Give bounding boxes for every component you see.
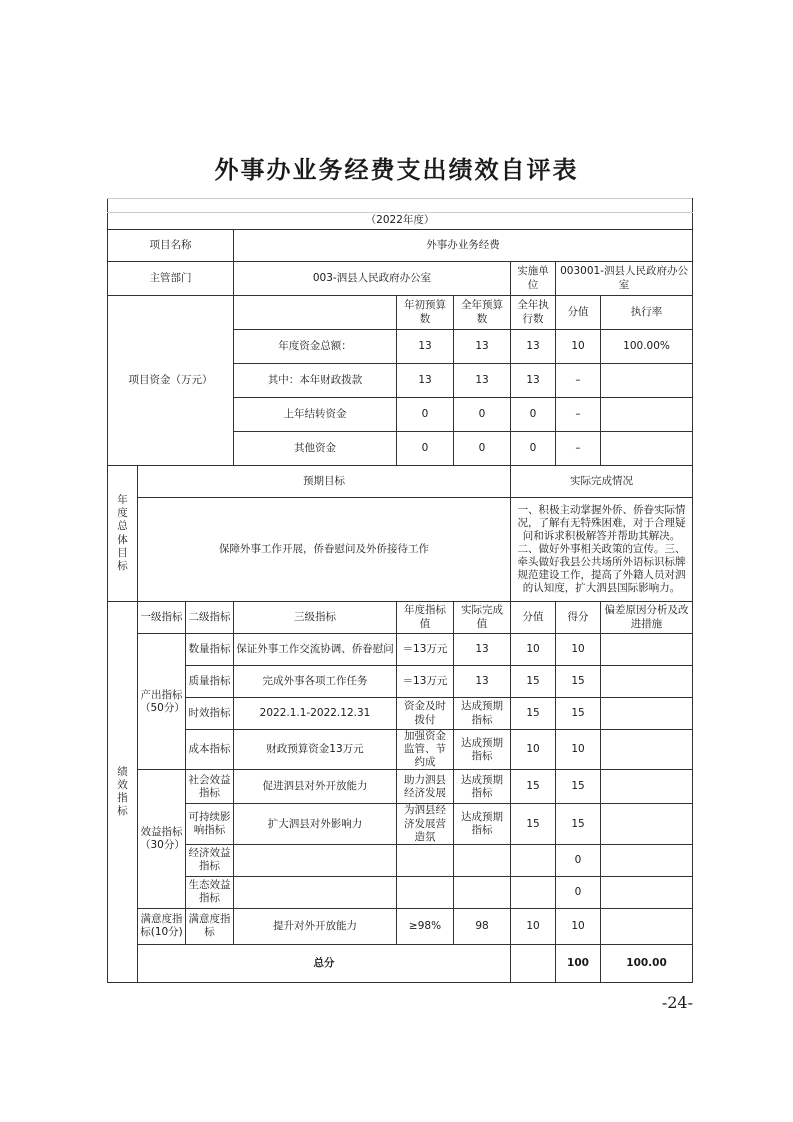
- lvl3-cell: 财政预算资金13万元: [234, 730, 397, 770]
- funds-init: 13: [397, 330, 454, 364]
- funds-value: –: [556, 432, 601, 466]
- funds-value: –: [556, 364, 601, 398]
- actual-cell: 13: [454, 666, 511, 698]
- project-name-row: [108, 230, 693, 262]
- indicator-header-row: [108, 602, 693, 634]
- indicator-row: [108, 804, 693, 844]
- deviation-header: 偏差原因分析及改进措施: [601, 602, 693, 634]
- value-cell: 15: [511, 698, 556, 730]
- indicator-row: [108, 844, 693, 876]
- deviation-cell: [601, 844, 693, 876]
- lvl2-cell: 成本指标: [186, 730, 234, 770]
- col-full-exec: 全年执行数: [511, 296, 556, 330]
- score-header: 得分: [556, 602, 601, 634]
- funds-init: 0: [397, 398, 454, 432]
- actual-cell: 达成预期指标: [454, 730, 511, 770]
- actual-cell: 达成预期指标: [454, 770, 511, 804]
- funds-exec: 13: [511, 330, 556, 364]
- project-name-label: 项目名称: [108, 230, 234, 262]
- indicator-row: [108, 730, 693, 770]
- total-value: 100: [556, 944, 601, 982]
- score-value-header: 分值: [511, 602, 556, 634]
- col-full-budget: 全年预算数: [454, 296, 511, 330]
- value-cell: 15: [511, 666, 556, 698]
- funds-exec: 13: [511, 364, 556, 398]
- score-cell: 10: [556, 634, 601, 666]
- funds-rate: [601, 398, 693, 432]
- impl-unit-value: 003001-泗县人民政府办公室: [556, 262, 693, 296]
- expected-goal-label: 预期目标: [138, 466, 511, 498]
- value-cell: 10: [511, 634, 556, 666]
- funds-exec: 0: [511, 398, 556, 432]
- funds-row-label: 上年结转资金: [234, 398, 397, 432]
- actual-cell: 13: [454, 634, 511, 666]
- target-cell: ＝13万元: [397, 634, 454, 666]
- lvl3-cell: 扩大泗县对外影响力: [234, 804, 397, 844]
- deviation-cell: [601, 698, 693, 730]
- funds-row-label: 其他资金: [234, 432, 397, 466]
- funds-label: 项目资金（万元）: [108, 296, 234, 466]
- funds-header-blank: [234, 296, 397, 330]
- target-cell: [397, 876, 454, 908]
- actual-completion-text: 一、积极主动掌握外侨、侨眷实际情况，了解有无特殊困难，对于合理疑问和诉求积极解答并帮助其解决。二、做好外事相关政策的宣传。三、牵头做好我县公共场所外语标识标牌规范建设工作，提高了外籍人员对泗的认知度，扩大泗县国际影响力。: [511, 498, 693, 602]
- indicator-row: [108, 908, 693, 944]
- indicator-row: [108, 876, 693, 908]
- lvl1-header: 一级指标: [138, 602, 186, 634]
- lvl3-cell: 保证外事工作交流协调、侨眷慰问: [234, 634, 397, 666]
- lvl2-cell: 满意度指标: [186, 908, 234, 944]
- deviation-cell: [601, 876, 693, 908]
- lvl2-cell: 社会效益指标: [186, 770, 234, 804]
- funds-init: 0: [397, 432, 454, 466]
- performance-table: [107, 198, 693, 983]
- funds-full: 0: [454, 432, 511, 466]
- actual-cell: [454, 876, 511, 908]
- lvl2-cell: 经济效益指标: [186, 844, 234, 876]
- goal-header-row: [108, 466, 693, 498]
- document-title: 外事办业务经费支出绩效自评表: [214, 155, 579, 184]
- lvl3-cell: 完成外事各项工作任务: [234, 666, 397, 698]
- funds-value: –: [556, 398, 601, 432]
- impl-unit-label: 实施单位: [511, 262, 556, 296]
- output-group-label: 产出指标（50分）: [138, 634, 186, 770]
- project-name-value: 外事办业务经费: [234, 230, 693, 262]
- goal-content-row: [108, 498, 693, 602]
- funds-full: 13: [454, 364, 511, 398]
- value-cell: [511, 844, 556, 876]
- value-cell: 15: [511, 804, 556, 844]
- indicator-row: [108, 666, 693, 698]
- dept-label: 主管部门: [108, 262, 234, 296]
- funds-rate: 100.00%: [601, 330, 693, 364]
- indicator-row: [108, 698, 693, 730]
- indicator-row: [108, 770, 693, 804]
- deviation-cell: [601, 770, 693, 804]
- target-cell: 资金及时拨付: [397, 698, 454, 730]
- lvl2-cell: 时效指标: [186, 698, 234, 730]
- year-row: [108, 213, 693, 230]
- total-row: [108, 944, 693, 982]
- actual-cell: 达成预期指标: [454, 804, 511, 844]
- funds-init: 13: [397, 364, 454, 398]
- actual-completion-label: 实际完成情况: [511, 466, 693, 498]
- col-init-budget: 年初预算数: [397, 296, 454, 330]
- lvl2-cell: 可持续影响指标: [186, 804, 234, 844]
- funds-row-label: 年度资金总额：: [234, 330, 397, 364]
- funds-full: 13: [454, 330, 511, 364]
- annual-goal-label: 年 度 总 体 目 标: [108, 466, 138, 602]
- total-label: 总分: [138, 944, 511, 982]
- lvl3-cell: 促进泗县对外开放能力: [234, 770, 397, 804]
- deviation-cell: [601, 908, 693, 944]
- annual-target-header: 年度指标值: [397, 602, 454, 634]
- score-cell: 0: [556, 844, 601, 876]
- deviation-cell: [601, 634, 693, 666]
- perf-indicator-label: 绩 效 指 标: [108, 602, 138, 983]
- value-cell: 10: [511, 908, 556, 944]
- total-blank: [511, 944, 556, 982]
- target-cell: 为泗县经济发展营造氛: [397, 804, 454, 844]
- lvl3-cell: [234, 876, 397, 908]
- funds-value: 10: [556, 330, 601, 364]
- lvl2-cell: 质量指标: [186, 666, 234, 698]
- actual-cell: [454, 844, 511, 876]
- actual-value-header: 实际完成值: [454, 602, 511, 634]
- funds-rate: [601, 364, 693, 398]
- funds-full: 0: [454, 398, 511, 432]
- lvl3-header: 三级指标: [234, 602, 397, 634]
- value-cell: 15: [511, 770, 556, 804]
- lvl3-cell: 2022.1.1-2022.12.31: [234, 698, 397, 730]
- benefit-group-label: 效益指标（30分）: [138, 770, 186, 908]
- value-cell: 10: [511, 730, 556, 770]
- score-cell: 10: [556, 730, 601, 770]
- funds-row-label: 其中：本年财政拨款: [234, 364, 397, 398]
- lvl2-cell: 生态效益指标: [186, 876, 234, 908]
- deviation-cell: [601, 804, 693, 844]
- satisfaction-group-label: 满意度指标(10分): [138, 908, 186, 944]
- score-cell: 10: [556, 908, 601, 944]
- page-number: -24-: [661, 993, 693, 1012]
- expected-goal-text: 保障外事工作开展，侨眷慰问及外侨接待工作: [138, 498, 511, 602]
- funds-rate: [601, 432, 693, 466]
- lvl3-cell: [234, 844, 397, 876]
- target-cell: [397, 844, 454, 876]
- score-cell: 0: [556, 876, 601, 908]
- funds-exec: 0: [511, 432, 556, 466]
- indicator-row: [108, 634, 693, 666]
- dept-row: [108, 262, 693, 296]
- dept-value: 003-泗县人民政府办公室: [234, 262, 511, 296]
- total-score: 100.00: [601, 944, 693, 982]
- target-cell: ≥98%: [397, 908, 454, 944]
- deviation-cell: [601, 730, 693, 770]
- lvl2-cell: 数量指标: [186, 634, 234, 666]
- score-cell: 15: [556, 698, 601, 730]
- lvl2-header: 二级指标: [186, 602, 234, 634]
- year-label: （2022年度）: [108, 213, 693, 230]
- funds-header-row: [108, 296, 693, 330]
- spacer-row: [108, 199, 693, 213]
- score-cell: 15: [556, 770, 601, 804]
- lvl3-cell: 提升对外开放能力: [234, 908, 397, 944]
- col-exec-rate: 执行率: [601, 296, 693, 330]
- actual-cell: 98: [454, 908, 511, 944]
- actual-cell: 达成预期指标: [454, 698, 511, 730]
- target-cell: 助力泗县经济发展: [397, 770, 454, 804]
- target-cell: 加强资金监管、节约成: [397, 730, 454, 770]
- deviation-cell: [601, 666, 693, 698]
- value-cell: [511, 876, 556, 908]
- score-cell: 15: [556, 666, 601, 698]
- target-cell: ＝13万元: [397, 666, 454, 698]
- col-score-value: 分值: [556, 296, 601, 330]
- score-cell: 15: [556, 804, 601, 844]
